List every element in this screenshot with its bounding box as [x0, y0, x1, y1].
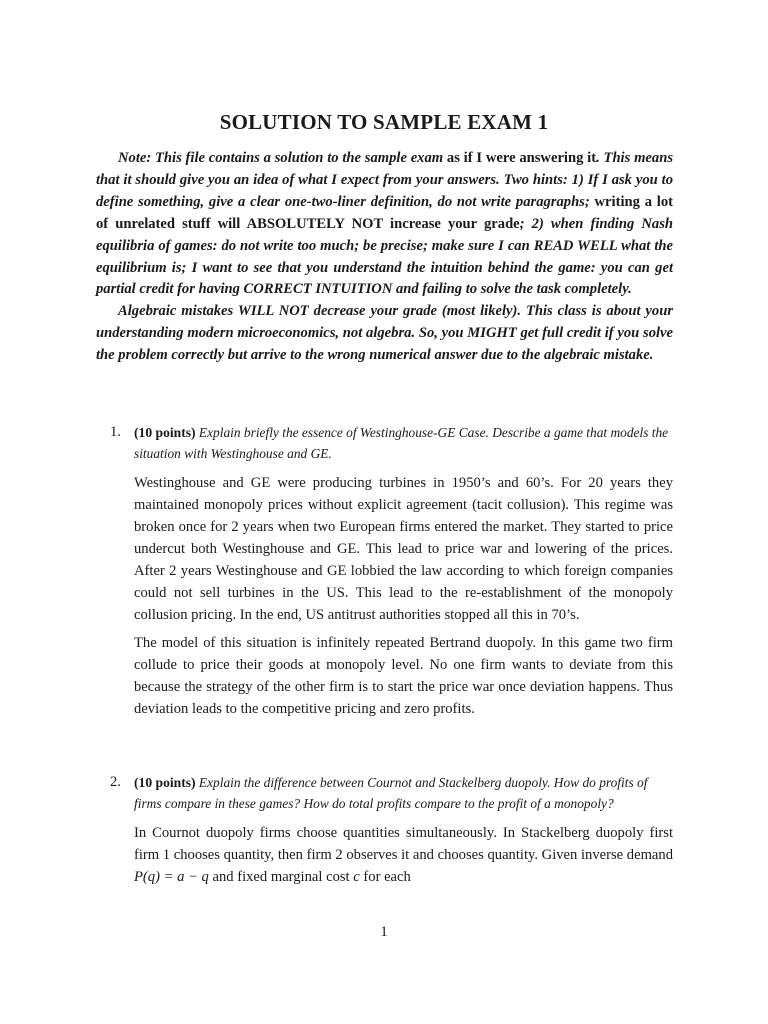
page-number: 1 — [380, 924, 388, 940]
note-text-e: ; 2) when finding Nash equilibria of games: do not write too much; be precise; make sure I can READ WELL what the equilibrium is; I want to see that you understand the intuition behind the game: you can get partial credit for having CORRECT INTUITION and failing to solve the task completely. — [96, 215, 674, 298]
inverse-demand-formula: P(q) = a − q — [134, 869, 209, 885]
question-text: Explain the difference between Cournot and Stackelberg duopoly. How do profits of firms compare in these games? How do total profits compare to the profit of a monopoly? — [134, 775, 648, 811]
question-1 — [96, 422, 673, 726]
note-block — [96, 148, 673, 367]
note-text-b: as if I were answering it — [446, 150, 597, 166]
note-paragraph-1 — [96, 148, 673, 301]
question-text: Explain briefly the essence of Westinghouse-GE Case. Describe a game that models the situation with Westinghouse and GE. — [134, 425, 669, 461]
question-number: 2. — [110, 774, 121, 790]
note-text-c: . This means that it should give you an idea of what I expect from your answers. Two hints: 1) If I ask you to define something, give a clear one-two-liner definition, do not write paragraphs; — [96, 150, 673, 210]
note-text-d: writing a lot of unrelated stuff will ABSOLUTELY NOT increase your grade — [96, 193, 673, 232]
note-paragraph-2: Algebraic mistakes WILL NOT decrease your grade (most likely). This class is about your understanding modern microeconomics, not algebra. So, you MIGHT get full credit if you solve the problem correctly but arrive to the wrong numerical answer due to the algebraic mistake. — [96, 303, 673, 364]
question-points: (10 points) — [134, 775, 196, 790]
question-2-answer — [96, 822, 673, 888]
question-2-prompt — [96, 772, 673, 814]
answer-paragraph: In Cournot duopoly firms choose quantities simultaneously. In Stackelberg duopoly first firm 1 chooses quantity, then firm 2 observes it and chooses quantity. Given inverse demand P(q) = a − q and fixed marginal cost c for each — [134, 825, 673, 885]
page-title: SOLUTION TO SAMPLE EXAM 1 — [219, 110, 549, 134]
answer-paragraph: Westinghouse and GE were producing turbines in 1950’s and 60’s. For 20 years they maintained monopoly prices without explicit agreement (tacit collusion). This regime was broken once for 2 years when two European firms entered the market. They started to price undercut both Westinghouse and GE. This lead to price war and lowering of the prices. After 2 years Westinghouse and GE lobbied the law according to which foreign companies could not sell turbines in the US. This lead to the re-establishment of the monopoly collusion pricing. In the end, US antitrust authorities stopped all this in 70’s. — [134, 475, 673, 623]
note-text-a: Note: This file contains a solution to the sample exam — [118, 150, 444, 166]
question-number: 1. — [110, 424, 121, 440]
question-1-prompt — [96, 422, 673, 464]
question-points: (10 points) — [134, 425, 196, 440]
answer-paragraph: The model of this situation is infinitely repeated Bertrand duopoly. In this game two firm collude to price their goods at monopoly level. No one firm wants to deviate from this because the strategy of the other firm is to start the price war once deviation happens. Thus deviation leads to the competitive pricing and zero profits. — [134, 635, 673, 717]
question-2 — [96, 772, 673, 894]
question-1-answer — [96, 472, 673, 720]
marginal-cost-symbol: c — [353, 869, 360, 885]
